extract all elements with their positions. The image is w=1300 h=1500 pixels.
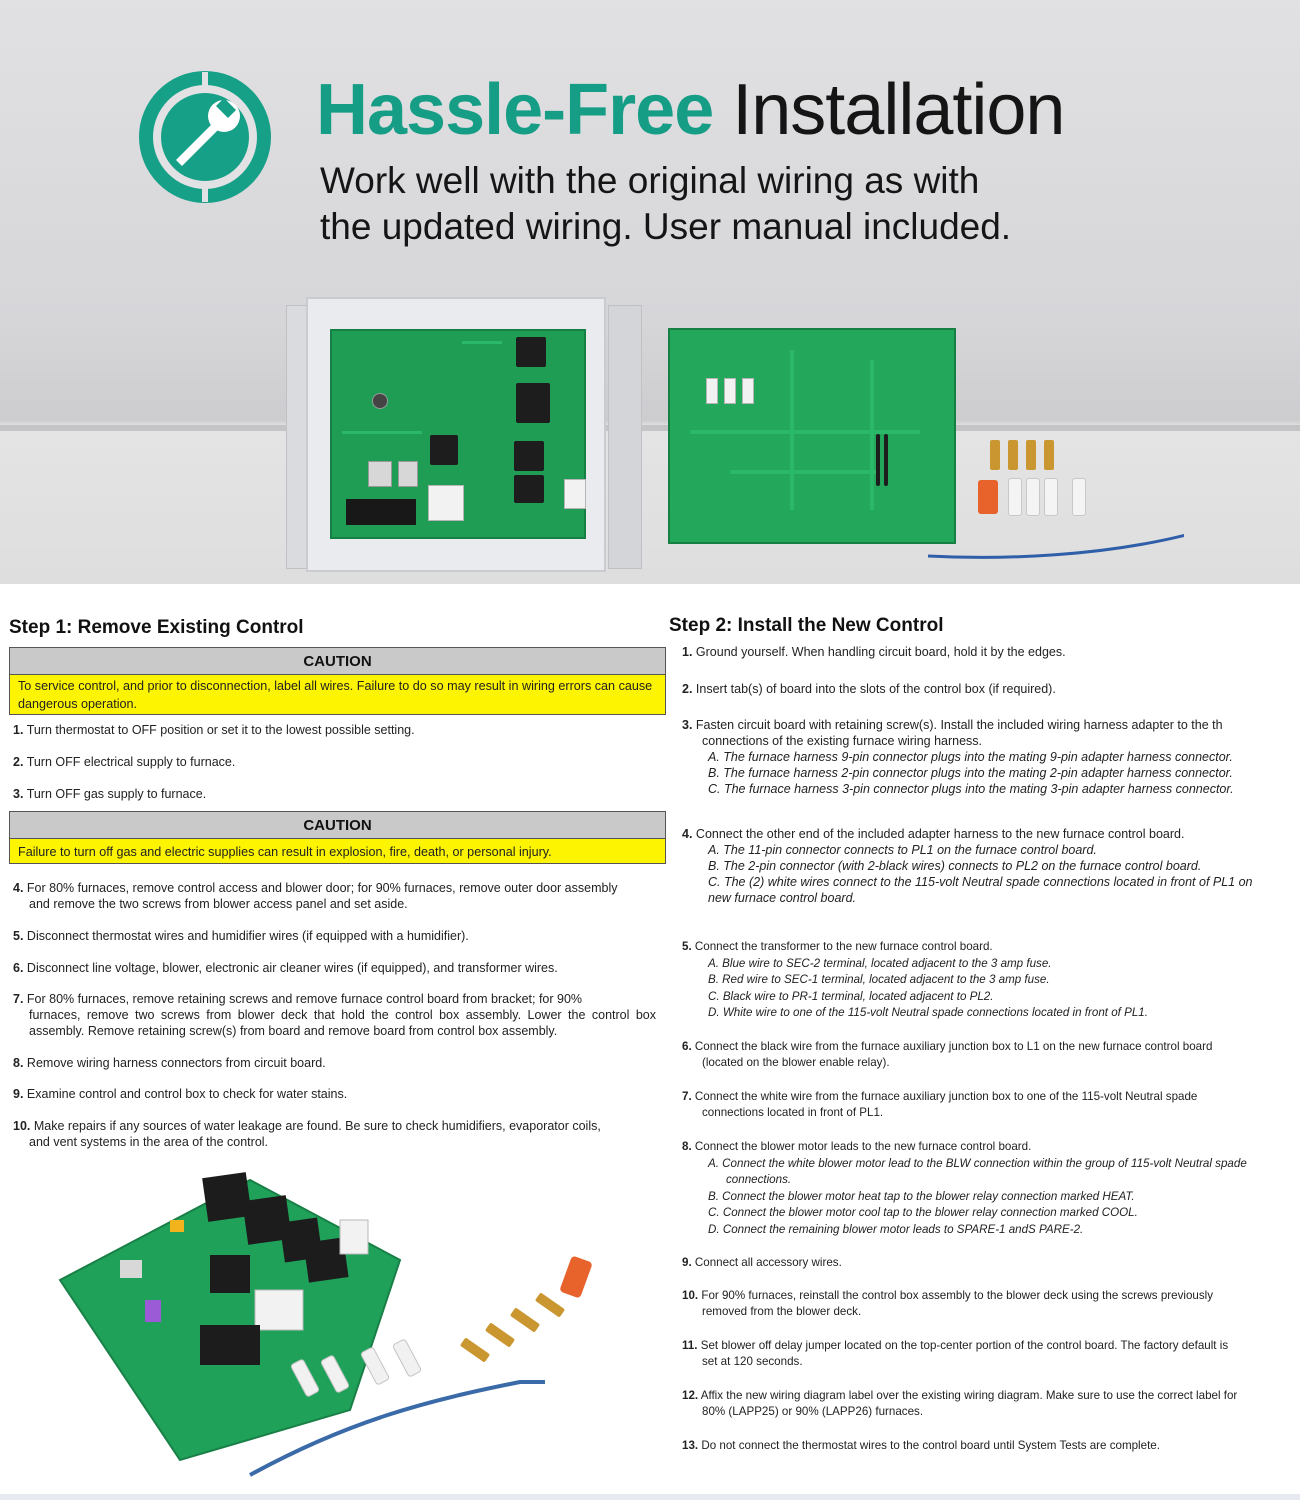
- step2-title: Step 2: Install the New Control: [669, 615, 944, 636]
- hero-title-highlight: Hassle-Free: [316, 70, 714, 150]
- list-item: 7. For 80% furnaces, remove retaining screws and remove furnace control board from bracket; for 90% furnaces, remove two screws from blower deck that hold the control box assembly. Lower the control box assembly. Remove retaining screw(s) from board and remove board from control box assembly.: [13, 992, 656, 1038]
- caution-text: Failure to turn off gas and electric supplies can result in explosion, fire, death, or personal injury.: [9, 838, 666, 864]
- jumper-wire-image: [924, 530, 1184, 564]
- list-item: 3. Turn OFF gas supply to furnace.: [13, 787, 207, 801]
- step2-section: [669, 612, 1300, 1462]
- list-item: 6. Disconnect line voltage, blower, electronic air cleaner wires (if equipped), and transformer wires.: [13, 961, 558, 975]
- hero-title-rest: Installation: [713, 70, 1065, 150]
- control-board-back-image: [668, 328, 956, 544]
- list-item: 10. For 90% furnaces, reinstall the control box assembly to the blower deck using the screws previously removed from the blower deck.: [682, 1289, 1214, 1318]
- list-item: 7. Connect the white wire from the furnace auxiliary junction box to one of the 115-volt Neutral spade connections located in front of PL1.: [682, 1090, 1198, 1119]
- list-item: 4. For 80% furnaces, remove control access and blower door; for 90% furnaces, remove outer door assembly and remove the two screws from blower access panel and set aside.: [13, 881, 618, 911]
- list-item: 12. Affix the new wiring diagram label over the existing wiring diagram. Make sure to use the correct label for 80% (LAPP25) or 90% (LAPP26) furnaces.: [682, 1389, 1238, 1418]
- wrench-icon: [136, 68, 274, 206]
- list-item: 3. Fasten circuit board with retaining screw(s). Install the included wiring harness adapter to the th connections of the existing furnace wiring harness. A. The furnace harness 9-pin connector plugs into the mating 9-pin adapter harness connector. B. The furnace harness 2-pin connector plugs into the mating 2-pin adapter harness connector. C. The furnace harness 3-pin connector plugs into the mating 3-pin adapter harness connector.: [682, 718, 1234, 796]
- list-item: 13. Do not connect the thermostat wires to the control board until System Tests are complete.: [682, 1439, 1160, 1452]
- control-board-kit-image: [50, 1160, 620, 1480]
- list-item: 5. Disconnect thermostat wires and humidifier wires (if equipped with a humidifier).: [13, 929, 469, 943]
- list-item: 1. Ground yourself. When handling circuit board, hold it by the edges.: [682, 645, 1066, 659]
- footer-strip: [0, 1494, 1300, 1500]
- list-item: 5. Connect the transformer to the new furnace control board. A. Blue wire to SEC-2 terminal, located adjacent to the 3 amp fuse. B. Red wire to SEC-1 terminal, located adjacent to the 3 amp fuse. C. Black wire to PR-1 terminal, located adjacent to PL2. D. White wire to one of the 115-volt Neutral spade connections located in front of PL1.: [682, 940, 1148, 1020]
- control-board-front-image: [330, 329, 586, 539]
- caution-heading: CAUTION: [9, 811, 666, 838]
- caution-heading: CAUTION: [9, 647, 666, 674]
- hero-banner: [0, 0, 1300, 584]
- caution-box-1: [9, 645, 666, 715]
- list-item: 4. Connect the other end of the included adapter harness to the new furnace control board. A. The 11-pin connector connects to PL1 on the furnace control board. B. The 2-pin connector (with 2-black wires) connects to PL2 on the furnace control board. C. The (2) white wires connect to the 115-volt Neutral spade connections located in front of PL1 on new furnace control board.: [682, 827, 1253, 905]
- list-item: 8. Connect the blower motor leads to the new furnace control board. A. Connect the white blower motor lead to the BLW connection within the group of 115-volt Neutral spade connections. B. Connect the blower motor heat tap to the blower relay connection marked HEAT. C. Connect the blower motor cool tap to the blower relay connection marked COOL. D. Connect the remaining blower motor leads to SPARE-1 andS PARE-2.: [682, 1140, 1247, 1236]
- step1-title: Step 1: Remove Existing Control: [9, 617, 304, 638]
- list-item: 1. Turn thermostat to OFF position or set it to the lowest possible setting.: [13, 723, 415, 737]
- hero-title: [316, 70, 1064, 150]
- hardware-kit-image: [920, 430, 1210, 580]
- wire-nut-image: [978, 480, 998, 514]
- caution-text: To service control, and prior to disconnection, label all wires. Failure to do so may result in wiring errors can cause dangerous operation.: [9, 674, 666, 715]
- list-item: 8. Remove wiring harness connectors from circuit board.: [13, 1056, 326, 1070]
- list-item: 9. Connect all accessory wires.: [682, 1256, 842, 1269]
- control-box-image: [286, 297, 644, 572]
- list-item: 11. Set blower off delay jumper located on the top-center portion of the control board. The factory default is set at 120 seconds.: [682, 1339, 1229, 1368]
- list-item: 2. Turn OFF electrical supply to furnace.: [13, 755, 236, 769]
- list-item: 2. Insert tab(s) of board into the slots of the control box (if required).: [682, 682, 1056, 696]
- caution-box-2: [9, 809, 666, 864]
- hero-subtitle: Work well with the original wiring as with the updated wiring. User manual included.: [320, 160, 1012, 247]
- list-item: 6. Connect the black wire from the furnace auxiliary junction box to L1 on the new furnace control board (located on the blower enable relay).: [682, 1040, 1213, 1069]
- list-item: 9. Examine control and control box to check for water stains.: [13, 1087, 348, 1101]
- list-item: 10. Make repairs if any sources of water leakage are found. Be sure to check humidifiers, evaporator coils, and vent systems in the area of the control.: [13, 1119, 601, 1149]
